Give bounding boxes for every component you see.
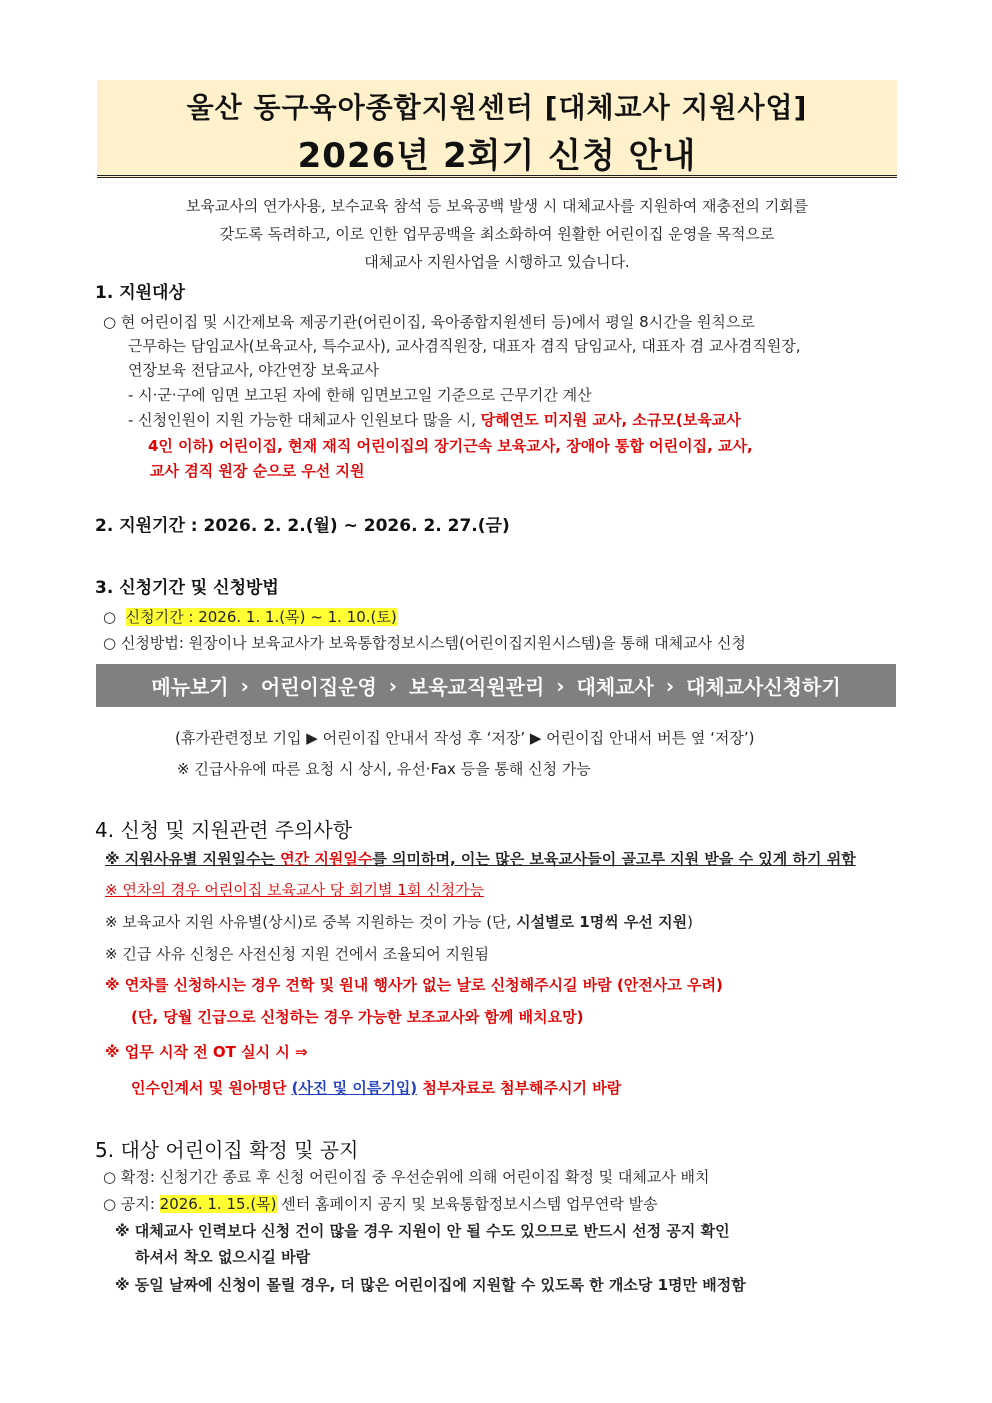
s5-notice [103, 1193, 658, 1214]
chevron-right-icon: › [388, 673, 398, 698]
s1-priority-text: 당해연도 미지원 교사, 소규모(보육교사 [480, 411, 741, 429]
s5-notice-a: ○ 공지: [103, 1195, 160, 1213]
s4-note-3-bold: 시설별로 1명씩 우선 지원 [516, 913, 688, 931]
s4-note-8-c: 첨부자료로 첨부해주시기 바람 [417, 1079, 622, 1097]
intro-line-1: 보육교사의 연가사용, 보수교육 참석 등 보육공백 발생 시 대체교사를 지원하여 재충전의 기회를 [185, 197, 809, 215]
menu-path-item-4: 대체교사 [576, 675, 654, 699]
s4-note-7: ※ 업무 시작 전 OT 실시 시 ⇒ [105, 1043, 308, 1061]
s4-note-1-c: 를 의미하며, 이는 많은 보육교사들이 골고루 지원 받을 수 있게 하기 위함 [372, 850, 856, 868]
s4-note-5: ※ 연차를 신청하시는 경우 견학 및 원내 행사가 없는 날로 신청해주시길 바람 (안전사고 우려) [105, 976, 723, 994]
s4-note-1-a: ※ 지원사유별 지원일수는 [105, 850, 281, 868]
s4-note-3-c: ) [687, 913, 693, 931]
chevron-right-icon: › [240, 673, 249, 698]
s1-line-1: ○ 현 어린이집 및 시간제보육 제공기관(어린이집, 육아종합지원센터 등)에서 평일 8시간을 원칙으로 [103, 313, 755, 331]
s4-note-6: (단, 당월 긴급으로 신청하는 경우 가능한 보조교사와 함께 배치요망) [131, 1008, 584, 1026]
section-4-heading: 4. 신청 및 지원관련 주의사항 [95, 818, 353, 842]
s5-notice-c: 센터 홈페이지 공지 및 보육통합정보시스템 업무연락 발송 [276, 1195, 658, 1213]
s4-note-8-link: (사진 및 이름기입) [291, 1079, 418, 1097]
s1-line-3: 연장보육 전담교사, 야간연장 보육교사 [128, 361, 379, 379]
s1-line-5 [128, 409, 741, 430]
s4-note-3-a: ※ 보육교사 지원 사유별(상시)로 중복 지원하는 것이 가능 (단, [105, 913, 517, 931]
intro-line-2: 갖도록 독려하고, 이로 인한 업무공백을 최소화하여 원활한 어린이집 운영을 목적으로 [219, 225, 775, 243]
title-box [97, 80, 897, 178]
s1-line-7: 교사 겸직 원장 순으로 우선 지원 [150, 462, 365, 480]
s1-line-4: - 시·군·구에 임면 보고된 자에 한해 임면보고일 기준으로 근무기간 계산 [128, 386, 592, 404]
title-line-2: 2026년 2회기 신청 안내 [297, 136, 697, 176]
chevron-right-icon: › [665, 673, 675, 698]
s4-note-2: ※ 연차의 경우 어린이집 보육교사 당 회기별 1회 신청가능 [105, 881, 485, 899]
application-period: 신청기간 : 2026. 1. 1.(목) ~ 1. 10.(토) [125, 608, 397, 626]
s5-note-3: ※ 동일 날짜에 신청이 몰릴 경우, 더 많은 어린이집에 지원할 수 있도록 한 개소당 1명만 배정함 [115, 1276, 746, 1294]
section-1-heading: 1. 지원대상 [95, 283, 185, 303]
s3-bullet: ○ [103, 608, 117, 626]
s4-note-1 [105, 848, 856, 869]
menu-path-item-5: 대체교사신청하기 [686, 675, 841, 699]
section-3-heading: 3. 신청기간 및 신청방법 [95, 578, 279, 598]
s3-period-line [103, 606, 397, 627]
s3-note-2: ※ 긴급사유에 따른 요청 시 상시, 유선·Fax 등을 통해 신청 가능 [177, 760, 591, 778]
s4-note-1-highlight: 연간 지원일수 [280, 850, 373, 868]
s5-note-2: 하셔서 착오 없으시길 바람 [135, 1248, 311, 1266]
s4-note-4: ※ 긴급 사유 신청은 사전신청 지원 건에서 조율되어 지원됨 [105, 945, 489, 963]
intro-line-3: 대체교사 지원사업을 시행하고 있습니다. [364, 253, 630, 271]
s5-note-1: ※ 대체교사 인력보다 신청 건이 많을 경우 지원이 안 될 수도 있으므로 반드시 선정 공지 확인 [115, 1222, 730, 1240]
menu-path-item-3: 보육교직원관리 [409, 675, 545, 699]
s4-note-8 [131, 1077, 621, 1098]
s5-confirm: ○ 확정: 신청기간 종료 후 신청 어린이집 중 우선순위에 의해 어린이집 확정 및 대체교사 배치 [103, 1168, 710, 1186]
menu-path-item-1: 메뉴보기 [151, 675, 229, 699]
menu-path-bar [96, 664, 896, 707]
s1-line-2: 근무하는 담임교사(보육교사, 특수교사), 교사겸직원장, 대표자 겸직 담임교사, 대표자 겸 교사겸직원장, [128, 337, 801, 355]
section-5-heading: 5. 대상 어린이집 확정 및 공지 [95, 1138, 359, 1162]
menu-path-item-2: 어린이집운영 [260, 675, 377, 699]
s1-line-6: 4인 이하) 어린이집, 현재 재직 어린이집의 장기근속 보육교사, 장애아 통합 어린이집, 교사, [148, 437, 753, 455]
title-line-1: 울산 동구육아종합지원센터 [대체교사 지원사업] [186, 91, 808, 124]
s3-note-1: (휴가관련정보 기입 ▶ 어린이집 안내서 작성 후 ‘저장’ ▶ 어린이집 안내서 버튼 옆 ‘저장’) [175, 729, 755, 747]
s4-note-3 [105, 911, 693, 932]
notice-date: 2026. 1. 15.(목) [159, 1195, 277, 1213]
s4-note-8-a: 인수인계서 및 원아명단 [131, 1079, 292, 1097]
section-2-heading: 2. 지원기간 : 2026. 2. 2.(월) ~ 2026. 2. 27.(금) [95, 516, 510, 536]
s1-line-5-text: - 신청인원이 지원 가능한 대체교사 인원보다 많을 시, [128, 411, 481, 429]
s3-method-line: ○ 신청방법: 원장이나 보육교사가 보육통합정보시스템(어린이집지원시스템)을 통해 대체교사 신청 [103, 634, 746, 652]
chevron-right-icon: › [556, 673, 565, 698]
